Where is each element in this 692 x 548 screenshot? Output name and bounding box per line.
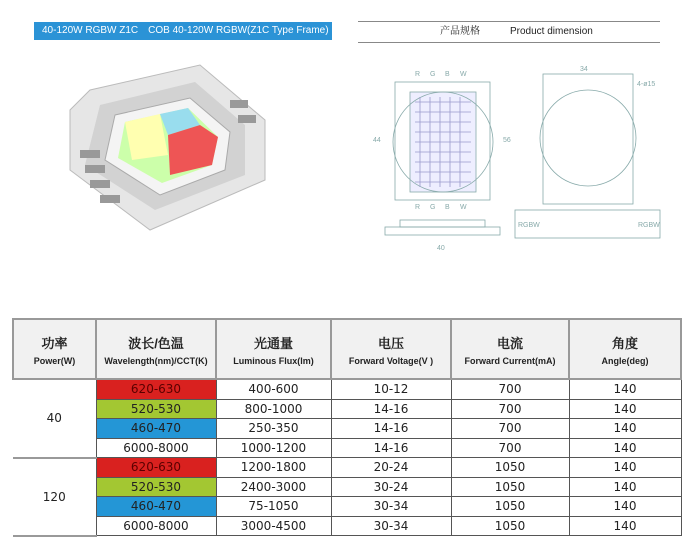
spec-en: Product dimension [510, 26, 593, 37]
luminous-flux-cell: 1000-1200 [216, 438, 331, 458]
spec-table [12, 318, 682, 537]
table-row [13, 419, 681, 439]
table-row [13, 379, 681, 399]
table-row [13, 399, 681, 419]
luminous-flux-cell: 3000-4500 [216, 516, 331, 536]
bottom-label-g: G [430, 204, 436, 211]
header-cn: 功率 [41, 335, 68, 351]
angle-cell: 140 [569, 516, 681, 536]
forward-current-cell: 700 [451, 379, 569, 399]
wavelength-cell: 460-470 [96, 497, 216, 517]
table-row [13, 458, 681, 478]
dimension-drawing [365, 62, 675, 257]
forward-current-cell: 1050 [451, 497, 569, 517]
angle-cell: 140 [569, 438, 681, 458]
forward-voltage-cell: 14-16 [331, 419, 451, 439]
header-en: Forward Voltage(V ) [348, 355, 434, 366]
forward-current-cell: 1050 [451, 477, 569, 497]
header-cn: 电压 [377, 335, 404, 351]
forward-voltage-cell: 30-34 [331, 497, 451, 517]
spec-cn: 产品规格 [440, 26, 480, 37]
led-chip-image [60, 60, 275, 235]
header-en: Angle(deg) [601, 355, 649, 366]
luminous-flux-cell: 250-350 [216, 419, 331, 439]
header-en: Forward Current(mA) [464, 355, 556, 366]
forward-current-cell: 1050 [451, 516, 569, 536]
header-cn: 光通量 [253, 335, 293, 351]
bottom-label-r: R [415, 204, 421, 211]
forward-voltage-cell: 20-24 [331, 458, 451, 478]
table-row [13, 438, 681, 458]
header-en: Wavelength(nm)/CCT(K) [104, 355, 208, 366]
top-label-r: R [415, 71, 421, 78]
power-cell: 40 [13, 379, 96, 458]
wavelength-cell: 520-530 [96, 399, 216, 419]
table-row [13, 516, 681, 536]
header-power [13, 319, 96, 379]
table-row [13, 477, 681, 497]
dim-56: 56 [503, 137, 511, 144]
product-banner [34, 22, 332, 40]
dim-40: 40 [437, 245, 445, 252]
angle-cell: 140 [569, 497, 681, 517]
top-label-b: B [445, 71, 450, 78]
forward-current-cell: 1050 [451, 458, 569, 478]
header-cn: 角度 [611, 335, 638, 351]
banner-title: COB 40-120W RGBW(Z1C Type Frame) [148, 25, 329, 36]
wavelength-cell: 520-530 [96, 477, 216, 497]
header-forward-current [451, 319, 569, 379]
pin-label-left: RGBW [518, 222, 540, 229]
angle-cell: 140 [569, 458, 681, 478]
header-cn: 波长/色温 [128, 335, 184, 351]
bottom-label-w: W [460, 204, 467, 211]
dim-44: 44 [373, 137, 381, 144]
header-en: Luminous Flux(lm) [233, 355, 314, 366]
wavelength-cell: 620-630 [96, 379, 216, 399]
forward-current-cell: 700 [451, 419, 569, 439]
luminous-flux-cell: 800-1000 [216, 399, 331, 419]
luminous-flux-cell: 1200-1800 [216, 458, 331, 478]
dim-34: 34 [580, 66, 588, 73]
wavelength-cell: 620-630 [96, 458, 216, 478]
wavelength-cell: 460-470 [96, 419, 216, 439]
forward-current-cell: 700 [451, 399, 569, 419]
angle-cell: 140 [569, 419, 681, 439]
bottom-label-b: B [445, 204, 450, 211]
forward-voltage-cell: 30-24 [331, 477, 451, 497]
header-cn: 电流 [496, 335, 523, 351]
dim-hole: 4-ø15 [637, 81, 656, 88]
luminous-flux-cell: 400-600 [216, 379, 331, 399]
top-label-w: W [460, 71, 467, 78]
header-en: Power(W) [33, 355, 76, 366]
forward-voltage-cell: 30-34 [331, 516, 451, 536]
angle-cell: 140 [569, 477, 681, 497]
header-wavelength [96, 319, 216, 379]
table-row [13, 497, 681, 517]
forward-voltage-cell: 14-16 [331, 399, 451, 419]
header-forward-voltage [331, 319, 451, 379]
power-cell: 120 [13, 458, 96, 536]
model-label: 40-120W RGBW Z1C [42, 25, 139, 36]
header-luminous-flux [216, 319, 331, 379]
spec-header [358, 21, 660, 43]
forward-current-cell: 700 [451, 438, 569, 458]
luminous-flux-cell: 75-1050 [216, 497, 331, 517]
pin-label-right: RGBW [638, 222, 660, 229]
angle-cell: 140 [569, 399, 681, 419]
forward-voltage-cell: 10-12 [331, 379, 451, 399]
top-label-g: G [430, 71, 436, 78]
wavelength-cell: 6000-8000 [96, 438, 216, 458]
header-angle [569, 319, 681, 379]
luminous-flux-cell: 2400-3000 [216, 477, 331, 497]
forward-voltage-cell: 14-16 [331, 438, 451, 458]
angle-cell: 140 [569, 379, 681, 399]
wavelength-cell: 6000-8000 [96, 516, 216, 536]
